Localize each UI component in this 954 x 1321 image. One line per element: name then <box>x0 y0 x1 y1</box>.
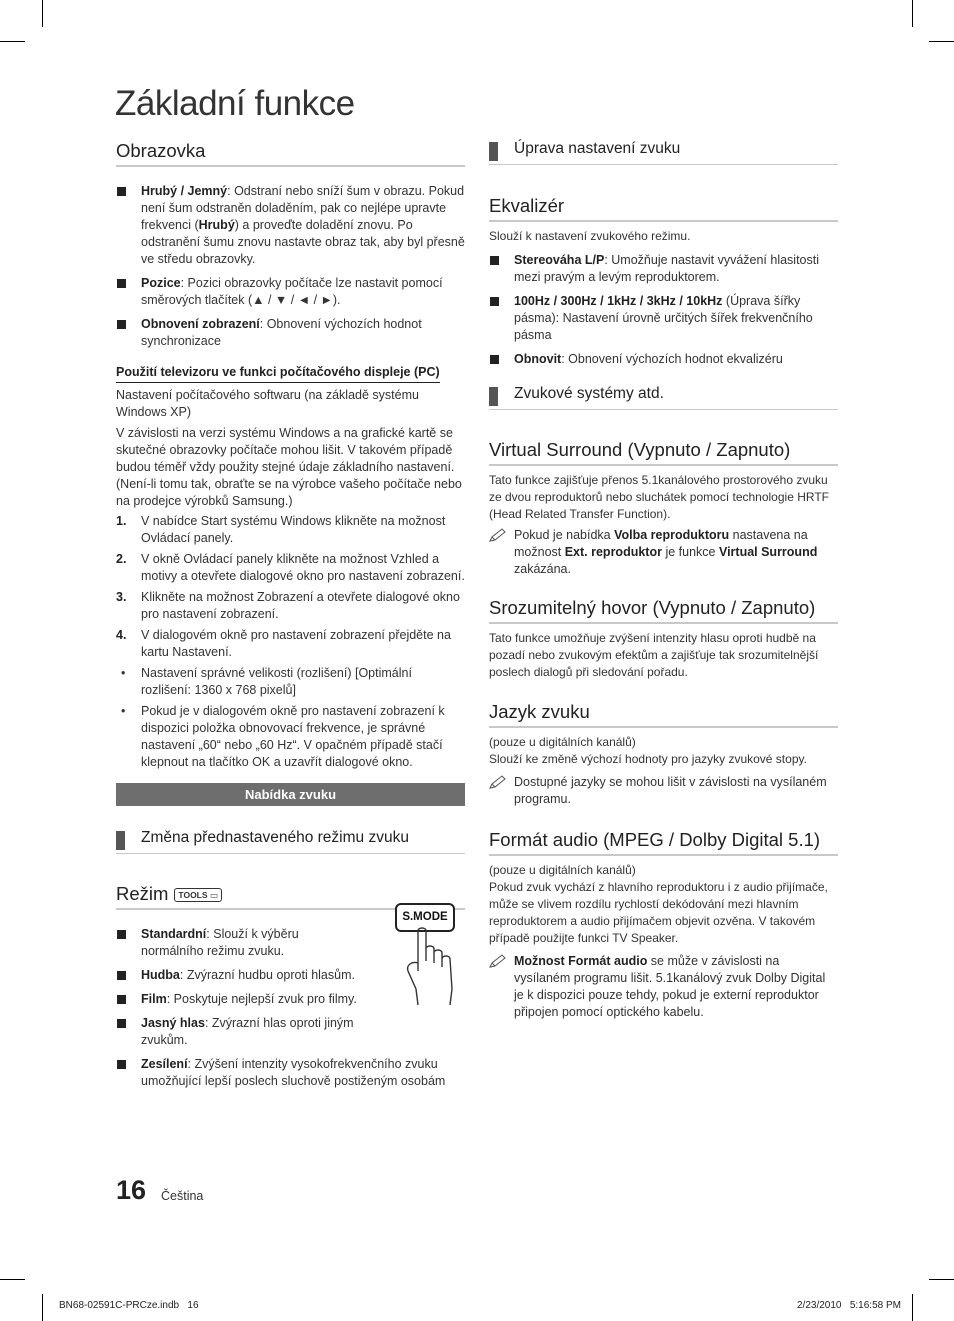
list-item: • Nastavení správné velikosti (rozlišení) [Optimální rozlišení: 1360 x 768 pixelů] <box>121 666 412 697</box>
jazyk-note: Dostupné jazyky se mohou lišit v závislosti na vysílaném programu. <box>489 774 838 808</box>
heading-bar <box>489 387 498 406</box>
subheading-uprava: Úprava nastavení zvuku <box>489 139 838 165</box>
list-item: Obnovení zobrazení: Obnovení výchozích hodnot synchronizace <box>116 316 465 350</box>
section-heading-srozumitelny-hovor: Srozumitelný hovor (Vypnuto / Zapnuto) <box>489 597 838 624</box>
ekvalizer-intro: Slouží k nastavení zvukového režimu. <box>489 229 691 243</box>
pc-paragraph: Nastavení počítačového softwaru (na základě systému Windows XP) <box>116 388 419 419</box>
list-item: 2. V okně Ovládací panely klikněte na možnost Vzhled a motivy a otevřete dialogové okno pro nastavení zobrazení. <box>116 552 465 583</box>
heading-bar <box>116 831 125 850</box>
section-heading-jazyk-zvuku: Jazyk zvuku <box>489 701 838 728</box>
list-item: Stereováha L/P: Umožňuje nastavit vyvážení hlasitosti mezi pravým a levým reproduktorem. <box>489 252 838 286</box>
format-text: Pokud zvuk vychází z hlavního reproduktoru i z audio přijímače, může se vlivem rozdílu rychlostí dekódování mezi hlavním reproduktorem a audio přijímačem objevit ozvěna. V takovém případě použijte funkci TV Speaker. <box>489 880 828 945</box>
list-item: Hudba: Zvýrazní hudbu oproti hlasům. <box>116 967 465 984</box>
crop-mark <box>42 0 43 27</box>
crop-mark <box>0 1279 25 1280</box>
format-note: Možnost Formát audio se může v závislosti na vysílaném programu lišit. 5.1kanálový zvuk Dolby Digital je k dispozici pouze tehdy, pokud je externí reproduktor připojen pomocí optického kabelu. <box>489 953 838 1021</box>
crop-mark <box>929 41 954 42</box>
section-heading-format-audio: Formát audio (MPEG / Dolby Digital 5.1) <box>489 829 838 856</box>
virtual-surround-text: Tato funkce zajišťuje přenos 5.1kanálového prostorového zvuku ze dvou reproduktorů nebo sluchátek pomocí technologie HRTF (Head Related Transfer Function). <box>489 473 829 521</box>
page-number: 16 <box>116 1175 147 1205</box>
footer-file: BN68-02591C-PRCze.indb 16 <box>59 1300 199 1311</box>
virtual-surround-note: Pokud je nabídka Volba reproduktoru nastavena na možnost Ext. reproduktor je funkce Virtual Surround zakázána. <box>489 527 838 578</box>
list-item: 4. V dialogovém okně pro nastavení zobrazení přejděte na kartu Nastavení. <box>116 628 451 659</box>
list-item: • Pokud je v dialogovém okně pro nastavení zobrazení k dispozici položka obnovovací frekvence, je správné nastavení „60“ nebo „60 Hz“. V opačném případě stačí klepnout na tlačítko OK a uzavřít dialogové okno. <box>121 704 445 769</box>
jazyk-sub: (pouze u digitálních kanálů) <box>489 735 636 749</box>
right-column <box>489 136 838 1021</box>
list-item: 1. V nabídce Start systému Windows klikněte na možnost Ovládací panely. <box>116 514 446 545</box>
list-item: Obnovit: Obnovení výchozích hodnot ekvalizéru <box>489 351 838 368</box>
crop-mark <box>929 1279 954 1280</box>
heading-bar <box>489 142 498 161</box>
left-column <box>116 136 465 1097</box>
list-item: Standardní: Slouží k výběru normálního režimu zvuku. <box>116 926 351 960</box>
list-item: 100Hz / 300Hz / 1kHz / 3kHz / 10kHz (Úprava šířky pásma): Nastavení úrovně určitých šířek frekvenčního pásma <box>489 293 838 344</box>
page-language: Čeština <box>161 1189 204 1203</box>
pencil-note-icon <box>489 775 507 789</box>
list-item: Zesílení: Zvýšení intenzity vysokofrekvenčního zvuku umožňující lepší poslech sluchově postiženým osobám <box>116 1056 465 1090</box>
list-item: 3. Klikněte na možnost Zobrazení a otevřete dialogové okno pro nastavení zobrazení. <box>116 590 460 621</box>
list-item: Jasný hlas: Zvýrazní hlas oproti jiným zvukům. <box>116 1015 361 1049</box>
pencil-note-icon <box>489 528 507 542</box>
section-heading-rezim: Režim TOOLS ▭ <box>116 883 465 910</box>
format-sub: (pouze u digitálních kanálů) <box>489 863 636 877</box>
section-heading-ekvalizer: Ekvalizér <box>489 195 838 222</box>
page-title: Základní funkce <box>115 84 355 123</box>
list-item: Film: Poskytuje nejlepší zvuk pro filmy. <box>116 991 465 1008</box>
hovor-text: Tato funkce umožňuje zvýšení intenzity hlasu oproti hudbě na pozadí nebo zvukovým efektům a zajišťuje tak srozumitelnější poslech dialogů při sledování pořadu. <box>489 631 819 679</box>
smode-button: S.MODE <box>395 903 455 932</box>
tools-icon: TOOLS ▭ <box>174 888 222 902</box>
pc-steps <box>116 513 465 661</box>
list-item: Pozice: Pozici obrazovky počítače lze nastavit pomocí směrových tlačítek (▲ / ▼ / ◄ / ►). <box>116 275 465 309</box>
obrazovka-list <box>116 183 465 350</box>
pencil-note-icon <box>489 954 507 968</box>
list-item: Hrubý / Jemný: Odstraní nebo sníží šum v obrazu. Pokud není šum odstraněn doladěním, pak co nejlépe upravte frekvenci (Hrubý) a proveďte doladění znovu. Po odstranění šumu znovu nastavte obraz tak, aby byl přesně ve středu obrazovky. <box>116 183 465 268</box>
crop-mark <box>912 1294 913 1321</box>
menu-bar-nabidka-zvuku: Nabídka zvuku <box>116 783 465 806</box>
footer-datetime: 2/23/2010 5:16:58 PM <box>797 1300 901 1311</box>
jazyk-text: Slouží ke změně výchozí hodnoty pro jazyky zvukové stopy. <box>489 752 807 766</box>
section-heading-virtual-surround: Virtual Surround (Vypnuto / Zapnuto) <box>489 439 838 466</box>
ekvalizer-list <box>489 252 838 368</box>
pc-heading: Použití televizoru ve funkci počítačového displeje (PC) <box>116 364 440 383</box>
pc-paragraph: V závislosti na verzi systému Windows a na grafické kartě se skutečné obrazovky počítače mohou lišit. V takovém případě budou téměř vždy použity stejné údaje základního nastavení. (Není-li tomu tak, obraťte se na výrobce vašeho počítače nebo na prodejce výrobků Samsung.) <box>116 426 462 508</box>
section-heading-obrazovka: Obrazovka <box>116 140 465 167</box>
crop-mark <box>0 41 25 42</box>
subheading-preset: Změna přednastaveného režimu zvuku <box>116 828 465 854</box>
pc-bullets <box>116 665 465 771</box>
crop-mark <box>42 1294 43 1321</box>
crop-mark <box>912 0 913 27</box>
subheading-systemy: Zvukové systémy atd. <box>489 384 838 410</box>
